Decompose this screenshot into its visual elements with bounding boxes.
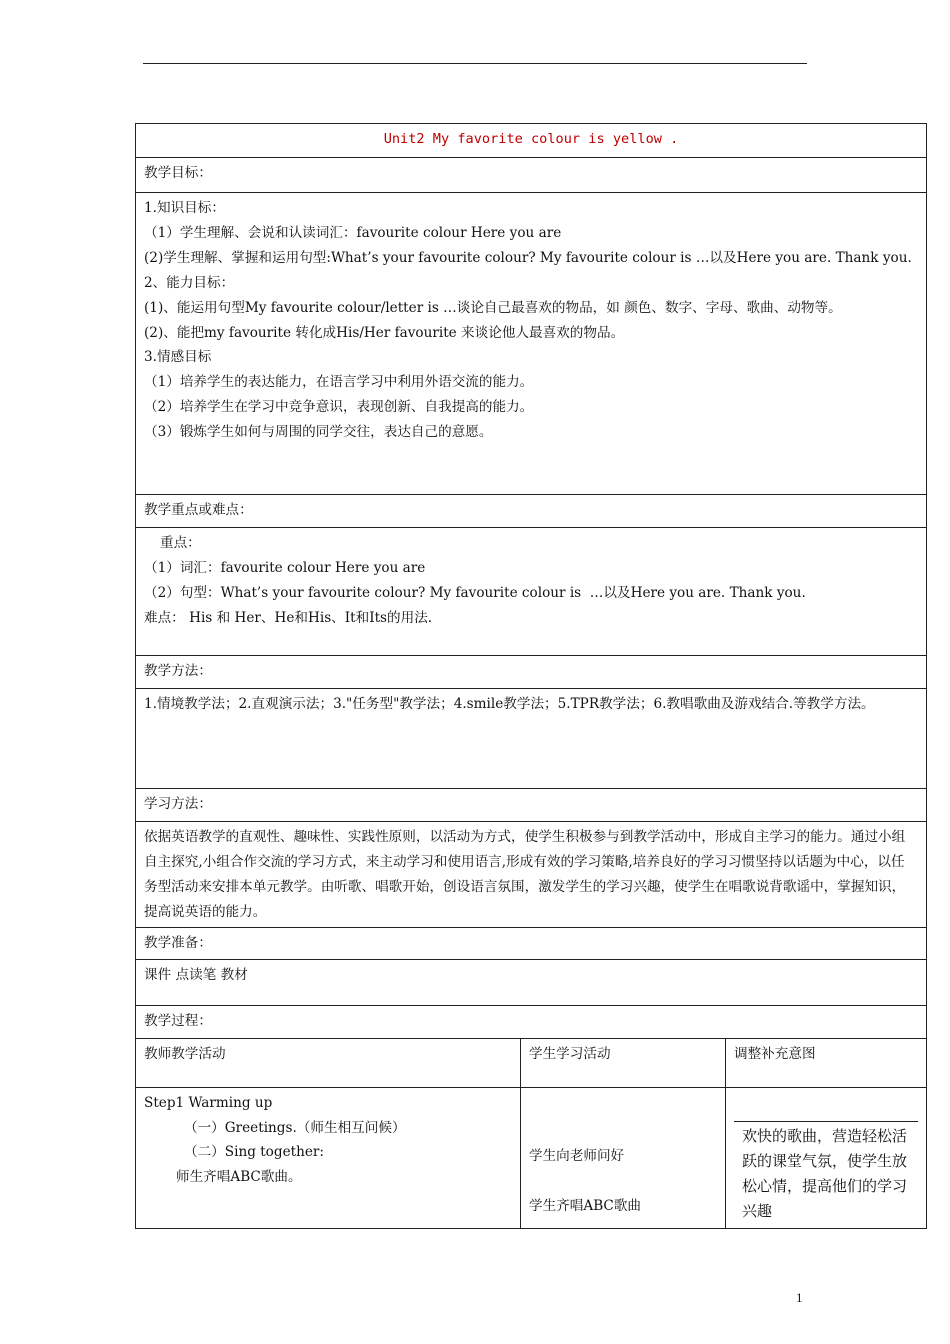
document-title: Unit2 My favorite colour is yellow . <box>136 124 927 158</box>
intent-cell <box>726 1087 927 1228</box>
objectives-line: (1)、能运用句型My favourite colour/letter is …谈论自己最喜欢的物品，如 颜色、数字、字母、歌曲、动物等。 <box>144 299 842 316</box>
student-activity-cell <box>521 1087 726 1228</box>
intent-text: 欢快的歌曲，营造轻松活跃的课堂气氛，使学生放松心情，提高他们的学习兴趣 <box>742 1126 908 1220</box>
study-content: 依据英语教学的直观性、趣味性、实践性原则，以活动为方式，使学生积极参与到教学活动中，形成自主学习的能力。通过小组自主探究,小组合作交流的学习方式，来主动学习和使用语言,形成有效的学习策略,培养良好的学习习惯坚持以话题为中心，以任务型活动来安排本单元教学。由听歌、唱歌开始，创设语言氛围，激发学生的学习兴趣，使学生在唱歌说背歌谣中，掌握知识，提高说英语的能力。 <box>136 822 927 928</box>
objectives-line: （1）学生理解、会说和认读词汇：favourite colour Here you are <box>144 224 562 241</box>
spacer <box>529 1169 717 1194</box>
intent-empty-row <box>734 1091 918 1122</box>
header-teacher-activity: 教师教学活动 <box>136 1038 521 1087</box>
key-line: 难点： His 和 Her、He和His、It和Its的用法. <box>144 609 433 626</box>
teacher-line: 师生齐唱ABC歌曲。 <box>176 1169 302 1186</box>
objectives-line: （3）锻炼学生如何与周围的同学交往，表达自己的意愿。 <box>144 424 493 441</box>
objectives-line: 1.知识目标： <box>144 200 225 216</box>
teacher-activity-cell <box>136 1087 521 1228</box>
method-label: 教学方法： <box>136 656 927 689</box>
header-rule <box>143 63 807 64</box>
teacher-line: （二）Sing together: <box>184 1144 324 1161</box>
key-line: （2）句型：What’s your favourite colour? My favourite colour is …以及Here you are. Thank you. <box>144 584 806 601</box>
key-points-label: 教学重点或难点： <box>136 495 927 528</box>
header-intent: 调整补充意图 <box>726 1038 927 1087</box>
prep-content: 课件 点读笔 教材 <box>136 959 927 1005</box>
key-line: （1）词汇：favourite colour Here you are <box>144 559 426 576</box>
method-content: 1.情境教学法；2.直观演示法；3."任务型"教学法；4.smile教学法；5.TPR教学法；6.教唱歌曲及游戏结合.等教学方法。 <box>136 689 927 789</box>
prep-label: 教学准备： <box>136 927 927 959</box>
objectives-line: 2、能力目标： <box>144 274 235 291</box>
student-line: 学生齐唱ABC歌曲 <box>529 1197 642 1214</box>
objectives-line: 3.情感目标 <box>144 349 212 366</box>
key-line: 重点： <box>160 535 201 551</box>
teacher-line: （一）Greetings.（师生相互问候） <box>184 1119 406 1136</box>
objectives-line: （1）培养学生的表达能力，在语言学习中利用外语交流的能力。 <box>144 374 534 391</box>
objectives-line: (2)、能把my favourite 转化成His/Her favourite 来谈论他人最喜欢的物品。 <box>144 324 625 341</box>
header-student-activity: 学生学习活动 <box>521 1038 726 1087</box>
objectives-line: (2)学生理解、掌握和运用句型:What’s your favourite colour? My favourite colour is …以及Here you are. Thank you. <box>144 249 912 266</box>
key-points-content <box>136 528 927 656</box>
page-number: 1 <box>796 1290 803 1305</box>
study-label: 学习方法： <box>136 789 927 822</box>
process-label: 教学过程： <box>136 1005 927 1038</box>
student-line: 学生向老师问好 <box>529 1147 625 1164</box>
lesson-plan-table <box>135 123 927 1229</box>
objectives-label: 教学目标： <box>136 158 927 193</box>
teacher-line: Step1 Warming up <box>144 1094 273 1111</box>
objectives-content <box>136 193 927 495</box>
objectives-line: （2）培养学生在学习中竞争意识，表现创新、自我提高的能力。 <box>144 399 534 416</box>
